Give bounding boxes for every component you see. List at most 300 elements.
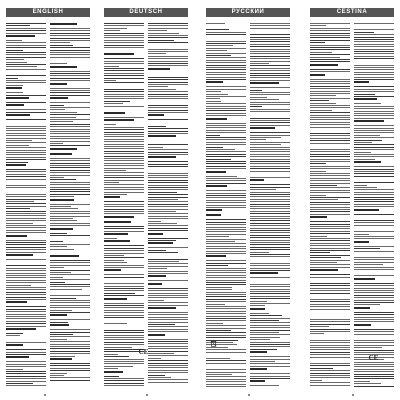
body-text-line: [104, 330, 144, 331]
body-text-line: [206, 320, 246, 321]
body-text-line: [206, 224, 246, 225]
body-text-line: [354, 130, 394, 131]
body-text-line: [206, 363, 246, 364]
body-text-line: [104, 91, 144, 92]
body-text-line: [354, 214, 394, 215]
body-text-line: [310, 233, 350, 234]
body-text-line: [104, 332, 144, 333]
body-text-line: [206, 311, 246, 312]
section-heading-line: [6, 301, 27, 303]
body-text-line: [354, 135, 380, 136]
body-text-line: [250, 334, 290, 335]
body-text-line: [250, 218, 290, 219]
section-heading-line: [354, 98, 377, 100]
body-text-line: [104, 347, 132, 348]
body-text-line: [354, 297, 394, 298]
body-text-line: [250, 187, 290, 188]
section-heading-line: [104, 233, 128, 235]
body-text-line: [104, 315, 144, 316]
body-text-line: [250, 94, 290, 95]
body-text-line: [148, 221, 161, 222]
body-text-line: [250, 147, 290, 148]
body-text-line: [354, 378, 394, 379]
body-text-line: [104, 82, 144, 83]
body-text-line: [148, 331, 188, 332]
body-text-line: [250, 247, 290, 248]
body-text-line: [148, 268, 167, 269]
body-text-line: [310, 180, 350, 181]
body-text-line: [250, 70, 290, 71]
body-text-line: [206, 236, 229, 237]
body-text-line: [354, 374, 394, 375]
body-text-line: [6, 354, 46, 355]
body-text-line: [148, 280, 188, 281]
body-text-line: [206, 323, 223, 324]
body-text-line: [206, 154, 246, 155]
body-text-line: [148, 112, 188, 113]
body-text-line: [310, 117, 350, 118]
body-text-line: [6, 289, 46, 290]
body-text-line: [148, 175, 188, 176]
body-text-line: [6, 130, 46, 131]
body-text-line: [6, 145, 29, 146]
body-text-line: [250, 111, 290, 112]
body-text-line: [50, 346, 90, 347]
body-text-line: [148, 218, 188, 219]
body-text-line: [50, 95, 90, 96]
body-text-line: [104, 204, 144, 205]
section-heading-line: [250, 380, 265, 382]
body-text-line: [310, 349, 350, 350]
body-text-line: [354, 41, 394, 42]
body-text-line: [6, 78, 18, 79]
body-text-line: [250, 104, 290, 105]
body-text-line: [148, 363, 188, 364]
body-text-line: [206, 229, 246, 230]
body-text-line: [206, 265, 228, 266]
body-text-line: [50, 286, 90, 287]
body-text-line: [148, 126, 166, 127]
body-text-line: [310, 250, 350, 251]
body-text-line: [104, 359, 144, 360]
body-text-line: [250, 337, 280, 338]
column-header-label: DEUTSCH: [129, 9, 163, 15]
body-text-line: [206, 151, 246, 152]
body-text-line: [310, 380, 322, 381]
body-text-line: [206, 34, 246, 35]
body-text-line: [50, 310, 72, 311]
body-text-line: [50, 332, 90, 333]
section-heading-line: [354, 81, 369, 83]
section-heading-line: [310, 216, 327, 218]
body-text-line: [206, 308, 246, 309]
body-text-line: [50, 109, 65, 110]
body-text-line: [354, 225, 394, 226]
section-heading-line: [104, 112, 125, 114]
body-text-line: [206, 246, 246, 247]
body-text-line: [250, 361, 275, 362]
body-text-line: [250, 25, 290, 26]
body-text-line: [104, 144, 144, 145]
body-text-line: [354, 312, 394, 313]
body-text-line: [250, 208, 290, 209]
body-text-line: [50, 179, 76, 180]
section-heading-line: [104, 216, 134, 218]
body-text-line: [148, 65, 188, 66]
body-text-line: [250, 137, 281, 138]
body-text-line: [206, 292, 246, 293]
body-text-line: [50, 220, 77, 221]
body-text-line: [6, 326, 46, 327]
body-text-line: [50, 63, 67, 64]
section-heading-line: [6, 344, 23, 346]
body-text-line: [6, 194, 46, 195]
body-text-line: [250, 228, 290, 229]
body-text-line: [206, 139, 246, 140]
body-text-line: [250, 139, 266, 140]
body-text-line: [250, 268, 290, 269]
section-heading-line: [6, 114, 30, 116]
text-subcolumn-right: [50, 22, 90, 388]
body-text-line: [310, 243, 350, 244]
body-text-line: [6, 176, 46, 177]
body-text-line: [310, 61, 350, 62]
body-text-line: [310, 52, 332, 53]
body-text-line: [250, 118, 290, 119]
body-text-line: [50, 119, 90, 120]
body-text-line: [104, 307, 144, 308]
body-text-line: [310, 209, 350, 210]
body-text-line: [250, 189, 276, 190]
section-heading-line: [148, 275, 166, 277]
body-text-line: [6, 366, 46, 367]
body-text-line: [310, 363, 350, 364]
body-text-line: [50, 282, 65, 283]
body-text-line: [104, 158, 144, 159]
body-text-line: [104, 30, 120, 31]
body-text-line: [250, 235, 290, 236]
body-text-line: [250, 51, 290, 52]
body-text-line: [206, 301, 246, 302]
body-text-line: [310, 357, 350, 358]
body-text-line: [250, 184, 290, 185]
body-text-line: [206, 202, 246, 203]
section-heading-line: [250, 351, 267, 353]
body-text-line: [50, 380, 90, 381]
body-text-line: [354, 185, 367, 186]
section-heading-line: [104, 119, 134, 121]
body-text-line: [206, 91, 221, 92]
body-text-line: [310, 214, 350, 215]
body-text-line: [310, 83, 350, 84]
body-text-line: [148, 23, 188, 24]
body-text-line: [354, 251, 394, 252]
body-text-line: [310, 245, 350, 246]
body-text-line: [104, 250, 144, 251]
body-text-line: [148, 230, 188, 231]
body-text-line: [50, 124, 90, 125]
body-text-line: [354, 264, 383, 265]
body-text-line: [148, 161, 188, 162]
body-text-line: [148, 365, 188, 366]
page-marker: [146, 394, 148, 396]
body-text-line: [310, 156, 350, 157]
body-text-line: [148, 370, 188, 371]
body-text-line: [148, 154, 188, 155]
body-text-line: [6, 265, 46, 266]
body-text-line: [50, 30, 90, 31]
body-text-line: [354, 275, 394, 276]
body-text-line: [250, 142, 290, 143]
body-text-line: [104, 206, 144, 207]
body-text-line: [354, 345, 394, 346]
body-text-line: [104, 323, 127, 324]
body-text-line: [206, 282, 246, 283]
body-text-line: [6, 150, 46, 151]
body-text-line: [354, 176, 394, 177]
body-text-line: [148, 204, 188, 205]
body-text-line: [148, 33, 179, 34]
body-text-line: [250, 366, 290, 367]
body-text-line: [104, 361, 144, 362]
section-heading-line: [148, 307, 176, 309]
body-text-line: [6, 128, 46, 129]
body-text-line: [50, 272, 71, 273]
body-text-line: [206, 379, 246, 380]
body-text-line: [104, 253, 144, 254]
section-heading-line: [148, 334, 165, 336]
body-text-line: [50, 244, 90, 245]
body-text-line: [206, 178, 246, 179]
body-text-line: [206, 268, 246, 269]
body-text-line: [104, 248, 144, 249]
body-text-line: [50, 57, 90, 58]
body-text-line: [50, 284, 90, 285]
body-text-line: [6, 311, 46, 312]
body-text-line: [148, 211, 176, 212]
body-text-line: [206, 272, 246, 273]
body-text-line: [6, 364, 46, 365]
body-text-line: [310, 28, 350, 29]
body-text-line: [104, 61, 144, 62]
body-text-line: [354, 53, 394, 54]
body-text-line: [206, 45, 233, 46]
body-text-line: [6, 282, 46, 283]
body-text-line: [310, 98, 350, 99]
body-text-line: [6, 112, 46, 113]
body-text-line: [310, 33, 350, 34]
body-text-line: [250, 330, 290, 331]
body-text-line: [6, 277, 46, 278]
body-text-line: [148, 189, 188, 190]
body-text-line: [310, 385, 350, 386]
body-text-line: [206, 330, 231, 331]
body-text-line: [250, 220, 290, 221]
body-text-line: [250, 206, 290, 207]
body-text-line: [310, 35, 350, 36]
body-text-line: [206, 32, 246, 33]
page-marker: [44, 394, 46, 396]
body-text-line: [250, 65, 290, 66]
section-heading-line: [50, 83, 67, 85]
body-text-line: [354, 386, 394, 387]
body-text-line: [6, 323, 46, 324]
body-text-line: [148, 77, 188, 78]
body-text-line: [250, 263, 290, 264]
body-text-line: [206, 60, 246, 61]
section-heading-line: [6, 104, 24, 106]
body-text-line: [310, 122, 350, 123]
body-text-line: [6, 140, 32, 141]
body-text-line: [50, 312, 90, 313]
section-heading-line: [6, 356, 29, 358]
body-text-line: [206, 53, 246, 54]
body-text-line: [104, 295, 144, 296]
body-text-line: [104, 335, 144, 336]
body-text-line: [104, 267, 144, 268]
body-text-line: [354, 32, 374, 33]
body-text-line: [310, 375, 350, 376]
body-text-line: [250, 77, 290, 78]
section-heading-line: [104, 196, 120, 198]
column-header: [206, 8, 290, 17]
body-text-line: [310, 88, 350, 89]
body-text-line: [250, 53, 290, 54]
body-text-line: [104, 175, 144, 176]
body-text-line: [310, 262, 337, 263]
body-text-line: [354, 132, 394, 133]
body-text-line: [148, 341, 188, 342]
body-text-line: [250, 301, 267, 302]
body-text-line: [50, 344, 90, 345]
body-text-line: [206, 163, 246, 164]
body-text-line: [310, 228, 350, 229]
body-text-line: [104, 129, 144, 130]
body-text-line: [354, 248, 380, 249]
body-text-line: [354, 285, 394, 286]
body-text-line: [206, 332, 246, 333]
body-text-line: [250, 68, 290, 69]
body-text-line: [6, 82, 46, 83]
body-text-line: [206, 349, 246, 350]
body-text-line: [104, 286, 144, 287]
body-text-line: [310, 236, 327, 237]
body-text-line: [50, 213, 90, 214]
section-heading-line: [50, 314, 67, 316]
body-text-line: [354, 352, 394, 353]
body-text-line: [50, 300, 90, 301]
body-text-line: [104, 368, 118, 369]
body-text-line: [104, 33, 144, 34]
body-text-line: [148, 110, 188, 111]
body-text-line: [50, 175, 90, 176]
body-text-line: [104, 98, 144, 99]
body-text-line: [148, 182, 188, 183]
body-text-line: [50, 368, 90, 369]
body-text-line: [310, 238, 350, 239]
body-text-line: [310, 40, 350, 41]
body-text-line: [354, 300, 394, 301]
body-text-line: [354, 369, 394, 370]
body-text-line: [310, 252, 330, 253]
body-text-line: [6, 201, 34, 202]
section-heading-line: [6, 328, 36, 330]
body-text-line: [354, 173, 394, 174]
body-text-line: [250, 327, 290, 328]
section-heading-line: [354, 209, 379, 211]
body-text-line: [310, 103, 336, 104]
body-text-line: [354, 189, 394, 190]
body-text-line: [148, 149, 188, 150]
body-text-line: [354, 371, 394, 372]
body-text-line: [250, 242, 290, 243]
body-text-line: [148, 339, 188, 340]
body-text-line: [104, 363, 144, 364]
body-text-line: [148, 131, 188, 132]
body-text-line: [104, 231, 144, 232]
body-text-line: [354, 288, 394, 289]
body-text-line: [354, 192, 394, 193]
body-text-line: [310, 166, 350, 167]
body-text-line: [148, 63, 188, 64]
body-text-line: [6, 385, 46, 386]
body-text-line: [50, 341, 90, 342]
body-text-line: [6, 297, 46, 298]
body-text-line: [50, 141, 90, 142]
text-subcolumn-left: [206, 22, 246, 388]
body-text-line: [50, 71, 90, 72]
body-text-line: [50, 298, 76, 299]
body-text-line: [6, 369, 23, 370]
body-text-line: [6, 211, 46, 212]
section-heading-line: [354, 324, 371, 326]
body-text-line: [250, 44, 290, 45]
body-text-line: [104, 293, 135, 294]
body-text-line: [6, 242, 46, 243]
body-text-line: [250, 46, 290, 47]
body-text-line: [104, 378, 144, 379]
body-text-line: [354, 269, 394, 270]
body-text-line: [250, 249, 290, 250]
body-text-line: [6, 247, 46, 248]
body-text-line: [104, 132, 144, 133]
section-heading-line: [206, 209, 222, 211]
body-text-line: [104, 187, 144, 188]
body-text-line: [104, 376, 119, 377]
body-text-line: [206, 207, 246, 208]
body-text-line: [104, 96, 144, 97]
body-text-line: [354, 72, 394, 73]
body-text-line: [250, 201, 290, 202]
body-text-line: [250, 106, 262, 107]
body-text-line: [310, 299, 350, 300]
body-text-line: [148, 240, 176, 241]
body-text-line: [104, 37, 144, 38]
section-heading-line: [50, 199, 74, 201]
body-text-line: [104, 342, 144, 343]
body-text-line: [250, 41, 290, 42]
section-heading-line: [206, 185, 227, 187]
body-text-line: [206, 125, 246, 126]
body-text-line: [250, 39, 290, 40]
body-text-line: [250, 63, 269, 64]
body-text-line: [148, 206, 188, 207]
body-text-line: [104, 136, 144, 137]
body-text-line: [6, 378, 46, 379]
body-text-line: [354, 290, 394, 291]
body-text-line: [104, 182, 119, 183]
body-text-line: [354, 29, 394, 30]
